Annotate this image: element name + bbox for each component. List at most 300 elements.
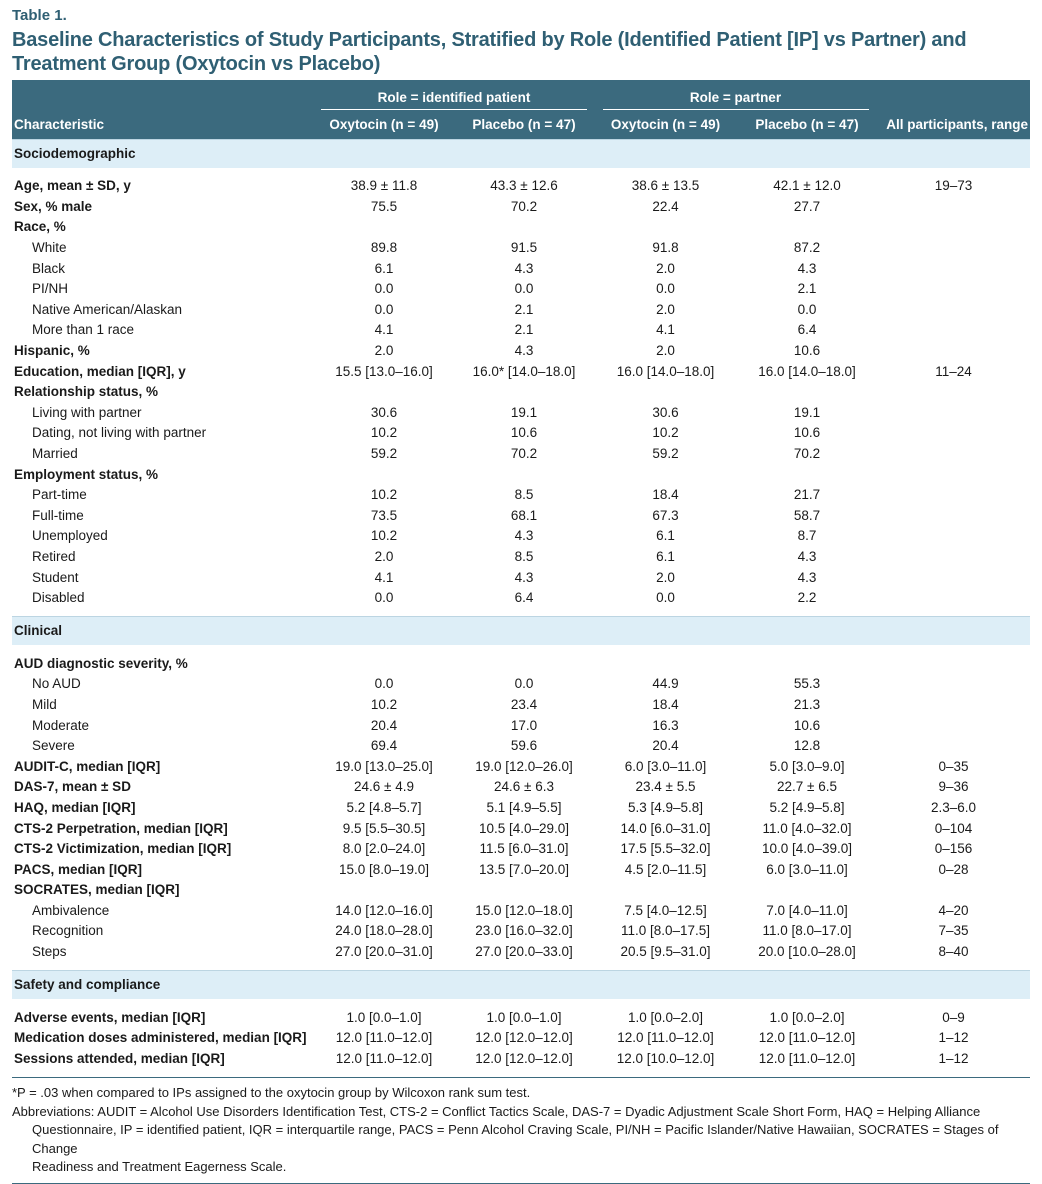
spacer-row <box>12 962 1030 971</box>
cell-range: 2.3–6.0 <box>930 799 977 815</box>
table-row <box>12 506 1030 527</box>
cell-partner-oxytocin: 2.0 <box>656 343 675 359</box>
cell-partner-placebo: 16.0 [14.0–18.0] <box>758 363 856 379</box>
table-figure <box>12 6 1030 1184</box>
row-label: CTS-2 Victimization, median [IQR] <box>14 841 232 857</box>
cell-range: 1–12 <box>938 1030 969 1046</box>
cell-partner-oxytocin: 10.2 <box>652 425 679 441</box>
cell-partner-oxytocin <box>594 382 737 403</box>
cell-ip-placebo <box>454 880 594 901</box>
cell-ip-placebo: 1.0 [0.0–1.0] <box>486 1009 562 1025</box>
header-group-partner <box>594 80 877 110</box>
cell-range: 0–28 <box>938 861 969 877</box>
cell-partner-oxytocin: 20.5 [9.5–31.0] <box>620 944 711 960</box>
row-label: Race, % <box>14 219 66 235</box>
cell-partner-oxytocin: 67.3 <box>652 507 679 523</box>
cell-ip-oxytocin: 27.0 [20.0–31.0] <box>335 944 433 960</box>
cell-ip-oxytocin: 8.0 [2.0–24.0] <box>342 841 426 857</box>
table-row <box>12 485 1030 506</box>
cell-partner-oxytocin: 12.0 [10.0–12.0] <box>616 1050 715 1066</box>
cell-ip-oxytocin: 9.5 [5.5–30.5] <box>342 820 426 836</box>
cell-partner-oxytocin: 59.2 <box>652 446 679 462</box>
table-row <box>12 361 1030 382</box>
cell-ip-placebo: 70.2 <box>510 198 538 214</box>
cell-range: 0–104 <box>934 820 973 836</box>
table-row <box>12 756 1030 777</box>
cell-range <box>877 464 1030 485</box>
cell-ip-oxytocin: 75.5 <box>370 198 398 214</box>
cell-partner-placebo <box>737 217 877 238</box>
cell-ip-placebo: 10.6 <box>510 425 538 441</box>
table-body <box>12 140 1030 1078</box>
cell-partner-placebo: 2.2 <box>797 590 817 606</box>
table-row <box>12 320 1030 341</box>
cell-partner-placebo: 87.2 <box>793 240 821 256</box>
cell-range <box>877 279 1030 300</box>
cell-partner-oxytocin: 0.0 <box>656 281 675 297</box>
row-label: SOCRATES, median [IQR] <box>14 882 180 898</box>
row-label: AUDIT-C, median [IQR] <box>14 758 161 774</box>
cell-partner-oxytocin: 30.6 <box>652 404 679 420</box>
footnotes <box>12 1084 1030 1177</box>
cell-partner-placebo: 6.4 <box>797 322 817 338</box>
cell-partner-placebo: 0.0 <box>797 301 817 317</box>
cell-ip-oxytocin <box>314 880 454 901</box>
cell-partner-placebo: 58.7 <box>793 507 821 523</box>
cell-ip-placebo: 4.3 <box>514 569 534 585</box>
section-heading: Safety and compliance <box>12 971 1030 1000</box>
cell-ip-placebo: 4.3 <box>514 528 534 544</box>
cell-partner-placebo: 55.3 <box>793 676 821 692</box>
cell-ip-oxytocin: 12.0 [11.0–12.0] <box>335 1050 433 1066</box>
row-label: HAQ, median [IQR] <box>14 799 136 815</box>
cell-ip-placebo <box>454 653 594 674</box>
cell-ip-placebo: 8.5 <box>514 548 534 564</box>
table-row <box>12 1007 1030 1028</box>
cell-range <box>877 736 1030 757</box>
cell-ip-placebo: 4.3 <box>514 343 534 359</box>
table-header <box>12 80 1030 140</box>
cell-ip-placebo: 24.6 ± 6.3 <box>494 779 554 795</box>
row-label: CTS-2 Perpetration, median [IQR] <box>14 820 228 836</box>
cell-ip-oxytocin: 0.0 <box>374 590 394 606</box>
cell-partner-oxytocin: 4.5 [2.0–11.5] <box>624 861 707 877</box>
cell-range: 19–73 <box>934 178 973 194</box>
cell-ip-placebo: 2.1 <box>514 322 534 338</box>
cell-partner-placebo: 5.0 [3.0–9.0] <box>769 758 845 774</box>
table-row <box>12 217 1030 238</box>
cell-partner-placebo: 4.3 <box>797 569 817 585</box>
cell-range <box>877 695 1030 716</box>
cell-range <box>877 197 1030 218</box>
cell-range <box>877 653 1030 674</box>
cell-partner-placebo: 4.3 <box>797 548 817 564</box>
row-label: Relationship status, % <box>14 384 159 400</box>
cell-partner-oxytocin: 4.1 <box>656 322 675 338</box>
cell-ip-placebo: 6.4 <box>514 590 534 606</box>
footnote-abbreviations-1: Abbreviations: AUDIT = Alcohol Use Disorders Identification Test, CTS-2 = Conflict Tactics Scale, DAS-7 = Dyadic Adjustment Scale Short Form, HAQ = Helping Alliance <box>12 1103 981 1119</box>
table-row <box>12 279 1030 300</box>
table-row <box>12 921 1030 942</box>
row-label: Age, mean ± SD, y <box>14 178 131 194</box>
cell-partner-oxytocin: 2.0 <box>656 260 675 276</box>
table-row <box>12 176 1030 197</box>
cell-ip-oxytocin: 4.1 <box>374 569 394 585</box>
row-label: White <box>32 240 67 256</box>
header-blank-right <box>877 80 1030 110</box>
spacer-row <box>12 1069 1030 1078</box>
table-row <box>12 695 1030 716</box>
table-label: Table 1. <box>12 7 67 24</box>
table-row <box>12 839 1030 860</box>
cell-ip-oxytocin: 14.0 [12.0–16.0] <box>335 902 433 918</box>
cell-range: 9–36 <box>938 779 969 795</box>
cell-partner-placebo: 10.6 <box>793 425 821 441</box>
cell-partner-placebo: 19.1 <box>793 404 821 420</box>
cell-range <box>877 567 1030 588</box>
cell-ip-oxytocin: 10.2 <box>370 528 398 544</box>
table-row <box>12 300 1030 321</box>
table-row <box>12 901 1030 922</box>
row-label: Sessions attended, median [IQR] <box>14 1050 225 1066</box>
cell-ip-placebo: 68.1 <box>510 507 538 523</box>
row-label: Ambivalence <box>32 902 110 918</box>
cell-range <box>877 423 1030 444</box>
cell-ip-oxytocin: 6.1 <box>374 260 394 276</box>
row-label: Living with partner <box>32 404 142 420</box>
cell-partner-placebo: 42.1 ± 12.0 <box>773 178 841 194</box>
spacer-cell <box>12 1069 1030 1078</box>
cell-partner-oxytocin: 16.3 <box>652 717 679 733</box>
cell-range: 4–20 <box>938 902 969 918</box>
cell-ip-oxytocin: 10.2 <box>370 425 398 441</box>
table-row <box>12 464 1030 485</box>
cell-ip-placebo: 10.5 [4.0–29.0] <box>478 820 570 836</box>
row-label: Disabled <box>32 590 85 606</box>
row-label: Medication doses administered, median [IQR] <box>14 1030 307 1046</box>
row-label: Severe <box>32 738 75 754</box>
header-characteristic: Characteristic <box>12 110 314 140</box>
cell-ip-oxytocin <box>314 653 454 674</box>
header-range: All participants, range <box>877 110 1030 140</box>
table-row <box>12 715 1030 736</box>
table-row <box>12 1049 1030 1070</box>
spacer-cell <box>12 962 1030 971</box>
cell-ip-oxytocin: 10.2 <box>370 696 398 712</box>
cell-partner-oxytocin: 11.0 [8.0–17.5] <box>620 923 711 939</box>
cell-partner-placebo: 2.1 <box>797 281 817 297</box>
row-label: Hispanic, % <box>14 343 90 359</box>
row-label: AUD diagnostic severity, % <box>14 655 188 671</box>
table-row <box>12 423 1030 444</box>
header-group-ip <box>314 80 594 110</box>
cell-partner-oxytocin: 0.0 <box>656 590 675 606</box>
header-group-partner-label: Role = partner <box>603 90 869 110</box>
cell-range <box>877 320 1030 341</box>
cell-partner-oxytocin: 22.4 <box>652 198 679 214</box>
row-label: More than 1 race <box>32 322 135 338</box>
spacer-cell <box>12 608 1030 617</box>
cell-partner-oxytocin: 18.4 <box>652 696 679 712</box>
cell-partner-oxytocin: 18.4 <box>652 487 679 503</box>
cell-range <box>877 341 1030 362</box>
row-label: PACS, median [IQR] <box>14 861 143 877</box>
cell-partner-placebo <box>737 382 877 403</box>
cell-partner-oxytocin: 1.0 [0.0–2.0] <box>627 1009 704 1025</box>
table-row <box>12 382 1030 403</box>
table-row <box>12 818 1030 839</box>
cell-ip-placebo: 0.0 <box>514 676 534 692</box>
cell-range <box>877 300 1030 321</box>
table-row <box>12 798 1030 819</box>
spacer-row <box>12 999 1030 1007</box>
cell-ip-placebo: 12.0 [12.0–12.0] <box>475 1050 573 1066</box>
cell-partner-placebo: 70.2 <box>793 446 821 462</box>
cell-partner-placebo: 8.7 <box>797 528 817 544</box>
table-row <box>12 444 1030 465</box>
row-label: Moderate <box>32 717 90 733</box>
cell-partner-placebo: 12.0 [11.0–12.0] <box>758 1030 856 1046</box>
cell-ip-placebo: 5.1 [4.9–5.5] <box>486 799 562 815</box>
table-row <box>12 942 1030 963</box>
baseline-table <box>12 80 1030 1078</box>
cell-partner-placebo: 10.6 <box>793 343 821 359</box>
cell-ip-placebo: 11.5 [6.0–31.0] <box>479 841 569 857</box>
cell-partner-placebo: 11.0 [4.0–32.0] <box>762 820 852 836</box>
table-row <box>12 238 1030 259</box>
cell-partner-oxytocin: 16.0 [14.0–18.0] <box>616 363 715 379</box>
row-label: Mild <box>32 696 57 712</box>
cell-ip-oxytocin: 0.0 <box>374 281 394 297</box>
cell-ip-oxytocin <box>314 464 454 485</box>
cell-partner-placebo: 11.0 [8.0–17.0] <box>762 923 852 939</box>
cell-ip-placebo: 2.1 <box>514 301 534 317</box>
cell-partner-placebo: 10.0 [4.0–39.0] <box>761 841 853 857</box>
section-row <box>12 140 1030 169</box>
header-group-ip-label: Role = identified patient <box>321 90 587 110</box>
row-label: Recognition <box>32 923 104 939</box>
header-blank <box>12 80 314 110</box>
cell-partner-oxytocin: 6.1 <box>656 548 675 564</box>
cell-range <box>877 715 1030 736</box>
cell-partner-placebo: 22.7 ± 6.5 <box>777 779 837 795</box>
cell-ip-placebo: 23.0 [16.0–32.0] <box>475 923 573 939</box>
cell-ip-oxytocin: 0.0 <box>374 301 394 317</box>
table-row <box>12 526 1030 547</box>
footnote-abbreviations-2: Questionnaire, IP = identified patient, IQR = interquartile range, PACS = Penn Alcohol Craving Scale, PI/NH = Pacific Islander/Native Hawaiian, SOCRATES = Stages of Change <box>32 1122 999 1156</box>
cell-range <box>877 588 1030 609</box>
cell-partner-placebo <box>737 464 877 485</box>
cell-ip-oxytocin: 73.5 <box>370 507 398 523</box>
cell-ip-placebo: 43.3 ± 12.6 <box>490 178 558 194</box>
table-row <box>12 674 1030 695</box>
cell-partner-placebo: 1.0 [0.0–2.0] <box>769 1009 845 1025</box>
row-label: Employment status, % <box>14 466 159 482</box>
cell-ip-placebo: 70.2 <box>510 446 538 462</box>
spacer-cell <box>12 999 1030 1007</box>
cell-ip-oxytocin: 12.0 [11.0–12.0] <box>335 1030 433 1046</box>
cell-ip-oxytocin: 19.0 [13.0–25.0] <box>335 758 433 774</box>
cell-range <box>877 382 1030 403</box>
cell-partner-oxytocin: 14.0 [6.0–31.0] <box>620 820 711 836</box>
cell-partner-oxytocin: 38.6 ± 13.5 <box>631 178 700 194</box>
cell-partner-oxytocin: 44.9 <box>652 676 679 692</box>
cell-range: 0–9 <box>942 1009 965 1025</box>
cell-partner-oxytocin <box>594 217 737 238</box>
cell-partner-placebo: 21.7 <box>793 487 821 503</box>
cell-range <box>877 526 1030 547</box>
section-heading: Sociodemographic <box>12 140 1030 169</box>
table-row <box>12 403 1030 424</box>
row-label: Unemployed <box>32 528 108 544</box>
table-row <box>12 736 1030 757</box>
cell-ip-placebo: 27.0 [20.0–33.0] <box>475 944 573 960</box>
table-row <box>12 859 1030 880</box>
cell-ip-oxytocin: 15.0 [8.0–19.0] <box>338 861 430 877</box>
table-row <box>12 777 1030 798</box>
cell-partner-oxytocin: 2.0 <box>656 301 675 317</box>
section-heading: Clinical <box>12 617 1030 646</box>
table-row <box>12 341 1030 362</box>
cell-partner-oxytocin <box>594 653 737 674</box>
cell-ip-placebo: 16.0* [14.0–18.0] <box>472 363 576 379</box>
cell-ip-placebo: 12.0 [12.0–12.0] <box>475 1030 573 1046</box>
cell-ip-placebo: 19.1 <box>510 404 538 420</box>
cell-range: 11–24 <box>935 363 972 379</box>
cell-range: 8–40 <box>938 944 969 960</box>
table-row <box>12 653 1030 674</box>
cell-partner-oxytocin: 6.0 [3.0–11.0] <box>624 758 707 774</box>
cell-ip-oxytocin: 24.6 ± 4.9 <box>354 779 414 795</box>
cell-range <box>877 444 1030 465</box>
cell-partner-placebo <box>737 653 877 674</box>
cell-partner-placebo <box>737 880 877 901</box>
cell-ip-oxytocin: 89.8 <box>370 240 398 256</box>
cell-ip-oxytocin: 5.2 [4.8–5.7] <box>346 799 422 815</box>
row-label: Part-time <box>32 487 87 503</box>
cell-partner-oxytocin: 2.0 <box>656 569 675 585</box>
row-label: Married <box>32 446 78 462</box>
cell-range <box>877 506 1030 527</box>
cell-range <box>877 217 1030 238</box>
cell-range <box>877 258 1030 279</box>
cell-ip-placebo: 15.0 [12.0–18.0] <box>475 902 573 918</box>
cell-ip-placebo: 59.6 <box>510 738 538 754</box>
cell-ip-oxytocin: 69.4 <box>370 738 398 754</box>
cell-ip-placebo: 0.0 <box>514 281 534 297</box>
cell-partner-placebo: 21.3 <box>793 696 821 712</box>
cell-range <box>877 880 1030 901</box>
cell-ip-oxytocin <box>314 382 454 403</box>
cell-partner-placebo: 27.7 <box>793 198 821 214</box>
cell-partner-placebo: 4.3 <box>797 260 817 276</box>
row-label: Black <box>32 260 66 276</box>
cell-ip-oxytocin: 24.0 [18.0–28.0] <box>335 923 433 939</box>
table-row <box>12 880 1030 901</box>
cell-ip-placebo: 19.0 [12.0–26.0] <box>475 758 573 774</box>
row-label: DAS-7, mean ± SD <box>14 779 131 795</box>
table-row <box>12 547 1030 568</box>
cell-partner-oxytocin: 17.5 [5.5–32.0] <box>620 841 711 857</box>
cell-ip-placebo: 4.3 <box>514 260 534 276</box>
cell-ip-placebo: 91.5 <box>510 240 538 256</box>
spacer-row <box>12 645 1030 653</box>
row-label: Steps <box>32 944 67 960</box>
cell-ip-oxytocin: 10.2 <box>370 487 398 503</box>
row-label: No AUD <box>32 676 81 692</box>
cell-ip-oxytocin: 15.5 [13.0–16.0] <box>335 363 433 379</box>
cell-partner-oxytocin: 91.8 <box>652 240 679 256</box>
footnote-abbreviations-3: Readiness and Treatment Eagerness Scale. <box>32 1159 287 1175</box>
cell-ip-oxytocin: 2.0 <box>374 548 394 564</box>
header-ip-oxytocin: Oxytocin (n = 49) <box>314 110 454 140</box>
cell-ip-placebo: 13.5 [7.0–20.0] <box>478 861 570 877</box>
cell-ip-placebo <box>454 217 594 238</box>
cell-ip-oxytocin: 0.0 <box>374 676 394 692</box>
table-row <box>12 258 1030 279</box>
spacer-cell <box>12 645 1030 653</box>
header-partner-oxytocin: Oxytocin (n = 49) <box>594 110 737 140</box>
cell-partner-oxytocin: 23.4 ± 5.5 <box>635 779 696 795</box>
cell-partner-placebo: 12.8 <box>793 738 821 754</box>
spacer-cell <box>12 168 1030 176</box>
cell-ip-placebo: 8.5 <box>514 487 534 503</box>
cell-ip-placebo <box>454 464 594 485</box>
table-row <box>12 1028 1030 1049</box>
row-label: Retired <box>32 548 76 564</box>
row-label: Adverse events, median [IQR] <box>14 1009 206 1025</box>
cell-partner-oxytocin: 7.5 [4.0–12.5] <box>624 902 707 918</box>
cell-ip-oxytocin: 1.0 [0.0–1.0] <box>346 1009 422 1025</box>
cell-partner-oxytocin: 12.0 [11.0–12.0] <box>617 1030 714 1046</box>
cell-ip-oxytocin: 59.2 <box>370 446 398 462</box>
cell-ip-placebo: 17.0 <box>510 717 538 733</box>
cell-range <box>877 238 1030 259</box>
row-label: Native American/Alaskan <box>32 301 183 317</box>
spacer-row <box>12 168 1030 176</box>
cell-range: 0–35 <box>938 758 969 774</box>
cell-range <box>877 403 1030 424</box>
header-ip-placebo: Placebo (n = 47) <box>454 110 594 140</box>
cell-range: 7–35 <box>938 923 969 939</box>
cell-partner-placebo: 7.0 [4.0–11.0] <box>766 902 848 918</box>
table-title: Baseline Characteristics of Study Participants, Stratified by Role (Identified Patient [IP] vs Partner) and Treatment Group (Oxytocin vs Placebo) <box>12 29 967 75</box>
cell-ip-oxytocin: 38.9 ± 11.8 <box>350 178 418 194</box>
row-label: Dating, not living with partner <box>32 425 207 441</box>
cell-range: 1–12 <box>938 1050 969 1066</box>
cell-partner-placebo: 6.0 [3.0–11.0] <box>766 861 848 877</box>
cell-partner-placebo: 20.0 [10.0–28.0] <box>758 944 856 960</box>
cell-partner-placebo: 5.2 [4.9–5.8] <box>769 799 845 815</box>
cell-ip-oxytocin: 30.6 <box>370 404 398 420</box>
cell-partner-oxytocin <box>594 880 737 901</box>
row-label: PI/NH <box>32 281 69 297</box>
cell-ip-oxytocin: 4.1 <box>374 322 394 338</box>
header-partner-placebo: Placebo (n = 47) <box>737 110 877 140</box>
cell-partner-oxytocin: 20.4 <box>652 738 679 754</box>
cell-range <box>877 547 1030 568</box>
table-row <box>12 567 1030 588</box>
cell-partner-oxytocin: 6.1 <box>656 528 675 544</box>
section-row <box>12 617 1030 646</box>
spacer-row <box>12 608 1030 617</box>
row-label: Education, median [IQR], y <box>14 363 186 379</box>
cell-partner-oxytocin <box>594 464 737 485</box>
cell-range: 0–156 <box>934 841 973 857</box>
table-row <box>12 197 1030 218</box>
cell-ip-oxytocin: 2.0 <box>374 343 394 359</box>
row-label: Full-time <box>32 507 84 523</box>
